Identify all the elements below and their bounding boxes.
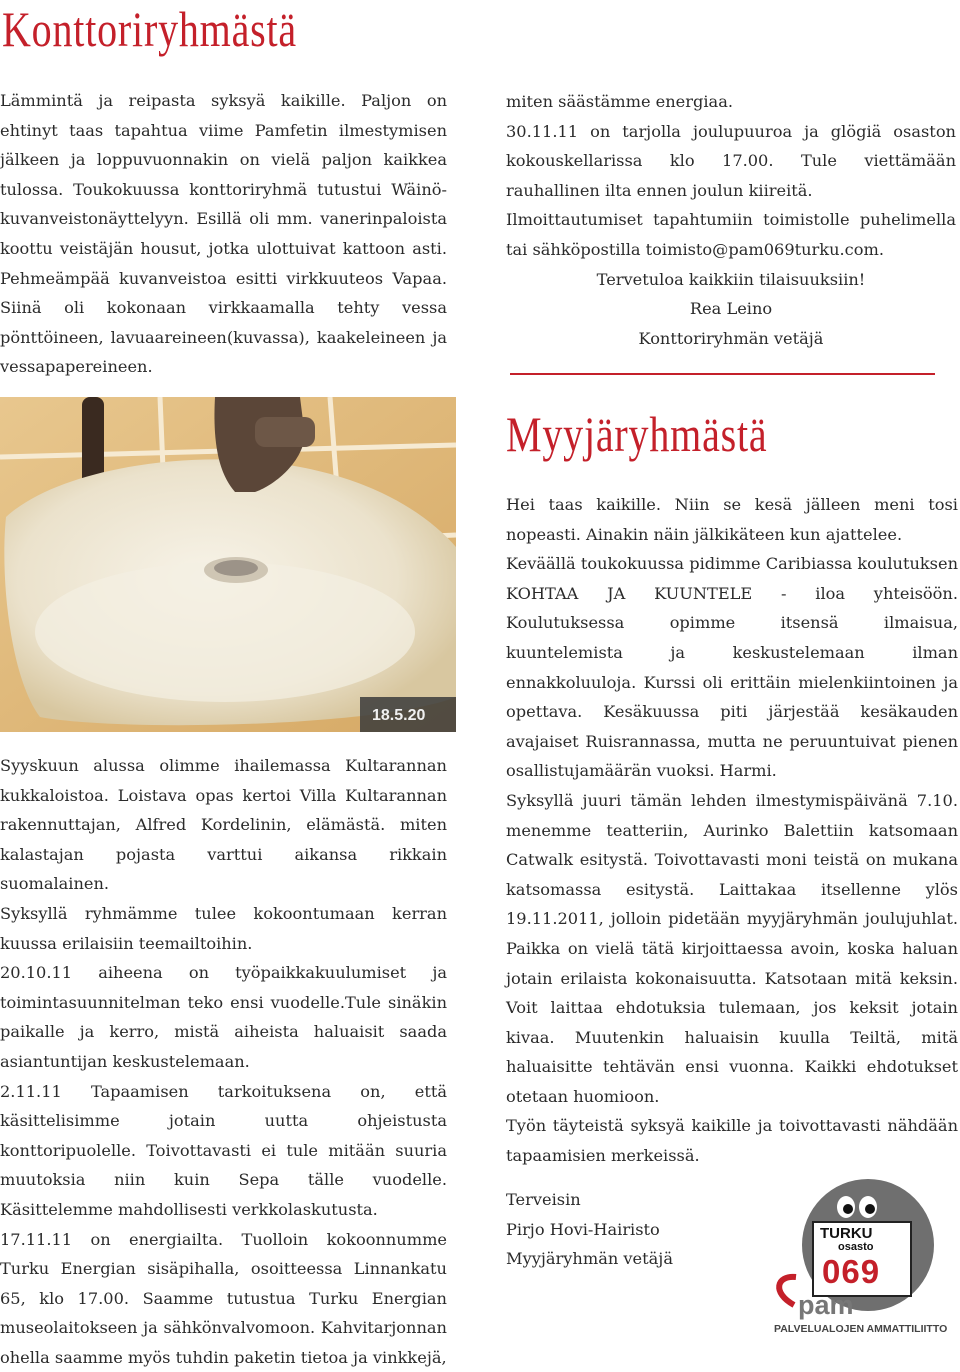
left-paragraph: 17.11.11 on energiailta. Tuolloin kokoonnumme Turku Energian sisäpihalla, osoitteessa Linnankatu 65, klo 17.00. Saamme tutustua Turku Energian museolaitokseen ja sähkönvalvomoon. Kahvitarjonnan ohella saamme myös tuhdin paketin tietoa ja vinkkejä,	[0, 1225, 447, 1372]
left-paragraph: 20.10.11 aiheena on työpaikkakuulumiset ja toimintasuunnitelman teko ensi vuodelle.Tule sinäkin paikalle ja kerro, mistä aiheista haluaisit saada asiantuntijan keskustelemaan.	[0, 958, 447, 1076]
logo-pam-text: pam	[798, 1290, 854, 1321]
pam-turku-logo	[768, 1165, 958, 1339]
section-divider	[510, 373, 935, 375]
intro-paragraph: Lämmintä ja reipasta syksyä kaikille. Paljon on ehtinyt taas tapahtua viime Pamfetin ilmestymisen jälkeen ja loppuvuonnakin on vielä paljon kaikkea tulossa. Toukokuussa konttoriryhmä tutustui Wäinö-kuvanveistonäyttelyyn. Esillä oli mm. vanerinpaloista koottu veistäjän housut, jotka ulottuivat kattoon asti. Pehmeämpää kuvanveistoa esitti virkkuuteos Vapaa. Siinä oli kokonaan virkkaamalla tehty vessa pönttöineen, lavuaareineen(kuvassa), kaakeleineen ja vessapapereineen.	[0, 86, 447, 382]
right-signature	[506, 1185, 806, 1274]
signer-name: Rea Leino	[506, 294, 956, 324]
sink-photo	[0, 397, 456, 732]
right-paragraph: Syksyllä juuri tämän lehden ilmestymispäivänä 7.10. menemme teatteriin, Aurinko Balettiin katsomaan Catwalk esitystä. Toivottavasti moni teistä on mukana katsomassa esitystä. Laittakaa itsellenne ylös 19.11.2011, jolloin pidetään myyjäryhmän joulujuhlat. Paikka on vielä tätä kirjoittaessa avoin, koska haluan jotain erilaista kokonaisuutta. Katsotaan mitä keksin. Voit laittaa ehdotuksia tulemaan, jos keksit jotain kivaa. Muutenkin haluaisin kuulla Teiltä, mitä haluaisitte tehtävän ensi vuonna. Kaikki ehdotukset otetaan huomioon.	[506, 786, 958, 1112]
greeting: Terveisin	[506, 1185, 806, 1215]
event-paragraph: 30.11.11 on tarjolla joulupuuroa ja glögiä osaston kokouskellarissa klo 17.00. Tule viettämään rauhallinen ilta ennen joulun kiireitä.	[506, 117, 956, 206]
signup-paragraph: Ilmoittautumiset tapahtumiin toimistolle puhelimella tai sähköpostilla toimisto@pam069turku.com.	[506, 205, 956, 264]
logo-turku-text: TURKU	[820, 1225, 873, 1242]
right-top-column	[506, 87, 956, 353]
signature-role: Myyjäryhmän vetäjä	[506, 1244, 806, 1274]
welcome-line: Tervetuloa kaikkiin tilaisuuksiin!	[506, 265, 956, 295]
left-paragraph: Syyskuun alussa olimme ihailemassa Kultarannan kukkaloistoa. Loistava opas kertoi Villa Kultarannan rakennuttajan, Alfred Kordelinin, elämästä. miten kalastajan pojasta varttui aikansa rikkain suomalainen.	[0, 751, 447, 899]
photo-date-stamp: 18.5.20	[372, 707, 425, 724]
continuation-text: miten säästämme energiaa.	[506, 87, 956, 117]
left-events-column	[0, 751, 447, 1372]
logo-osasto-text: osasto	[838, 1241, 873, 1253]
right-main-column	[506, 490, 958, 1171]
right-paragraph: Hei taas kaikille. Niin se kesä jälleen meni tosi nopeasti. Ainakin näin jälkikäteen kun ajattelee.	[506, 490, 958, 549]
left-intro-column	[0, 86, 447, 382]
logo-number: 069	[822, 1253, 880, 1291]
signature-name: Pirjo Hovi-Hairisto	[506, 1215, 806, 1245]
signer-role: Konttoriryhmän vetäjä	[506, 324, 956, 354]
heading-konttoriryhmasta: Konttoriryhmästä	[2, 0, 297, 58]
logo-tagline: PALVELUALOJEN AMMATTILIITTO	[774, 1323, 947, 1335]
right-paragraph: Keväällä toukokuussa pidimme Caribiassa koulutuksen KOHTAA JA KUUNTELE - iloa yhteisöön. Koulutuksessa opimme itsensä ilmaisua, kuuntelemista ja keskustelemaan ilman ennakkoluuloja. Kurssi oli erittäin mielenkiintoinen ja opettava. Kesäkuussa piti järjestää kesäkauden avajaiset Ruisrannassa, mutta ne peruuntuivat pienen osallistujamäärän vuoksi. Harmi.	[506, 549, 958, 786]
left-paragraph: 2.11.11 Tapaamisen tarkoituksena on, että käsittelisimme jotain uutta ohjeistusta konttoripuolelle. Toivottavasti ei tule mitään suuria muutoksia niin kuin Sepa tälle vuodelle. Käsittelemme mahdollisesti verkkolaskutusta.	[0, 1077, 447, 1225]
left-paragraph: Syksyllä ryhmämme tulee kokoontumaan kerran kuussa erilaisiin teemailtoihin.	[0, 899, 447, 958]
right-paragraph: Työn täyteistä syksyä kaikille ja toivottavasti nähdään tapaamisien merkeissä.	[506, 1111, 958, 1170]
heading-myyjaryhmasta: Myyjäryhmästä	[506, 405, 767, 463]
